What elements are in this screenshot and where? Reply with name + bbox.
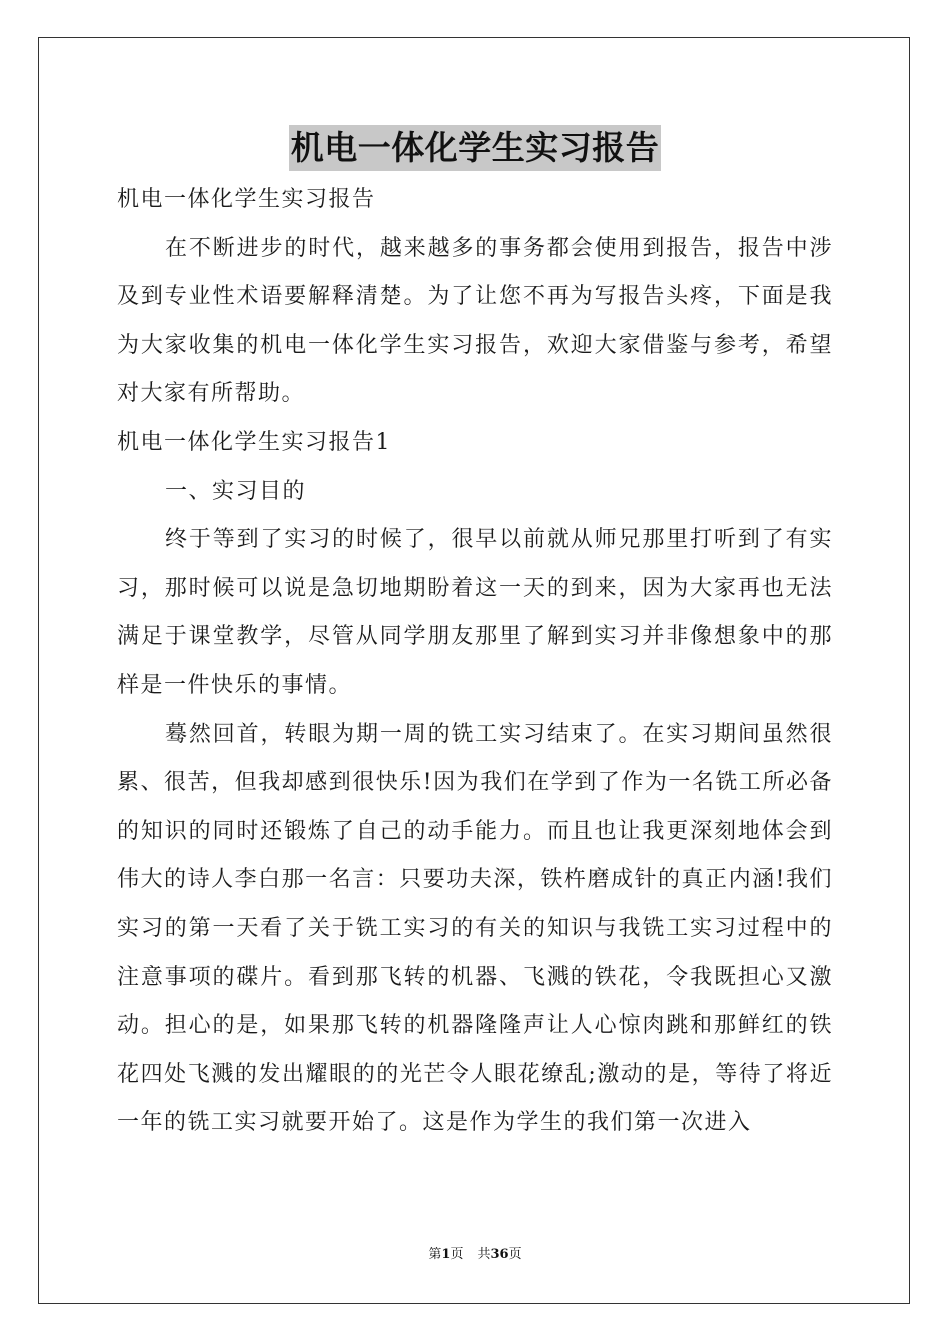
page-suffix: 页: [450, 1247, 464, 1262]
document-title: 机电一体化学生实习报告: [289, 125, 662, 171]
page-number: 1: [441, 1247, 451, 1262]
title-container: [0, 125, 950, 171]
body-paragraph: 蓦然回首，转眼为期一周的铣工实习结束了。在实习期间虽然很累、很苦，但我却感到很快乐!因为我们在学到了作为一名铣工所必备的知识的同时还锻炼了自己的动手能力。而且也让我更深刻地体会到伟大的诗人李白那一名言：只要功夫深，铁杵磨成针的真正内涵!我们实习的第一天看了关于铣工实习的有关的知识与我铣工实习过程中的注意事项的碟片。看到那飞转的机器、飞溅的铁花，令我既担心又激动。担心的是，如果那飞转的机器隆隆声让人心惊肉跳和那鲜红的铁花四处飞溅的发出耀眼的的光芒令人眼花缭乱;激动的是，等待了将近一年的铣工实习就要开始了。这是作为学生的我们第一次进入: [117, 721, 833, 1136]
subtitle-paragraph: 机电一体化学生实习报告: [117, 187, 376, 212]
total-pages: 36: [490, 1247, 509, 1262]
document-body: [117, 176, 833, 1148]
total-suffix: 页: [508, 1247, 522, 1262]
page-prefix: 第: [428, 1247, 442, 1262]
total-prefix: 共: [477, 1247, 491, 1262]
page-footer: [0, 1246, 950, 1264]
intro-paragraph: 在不断进步的时代，越来越多的事务都会使用到报告，报告中涉及到专业性术语要解释清楚。为了让您不再为写报告头疼，下面是我为大家收集的机电一体化学生实习报告，欢迎大家借鉴与参考，希望对大家有所帮助。: [117, 235, 833, 407]
subsection-heading: 一、实习目的: [165, 478, 307, 504]
body-paragraph: 终于等到了实习的时候了，很早以前就从师兄那里打听到了有实习，那时候可以说是急切地期盼着这一天的到来，因为大家再也无法满足于课堂教学，尽管从同学朋友那里了解到实习并非像想象中的那样是一件快乐的事情。: [117, 527, 833, 698]
section-heading: 机电一体化学生实习报告1: [117, 429, 391, 455]
